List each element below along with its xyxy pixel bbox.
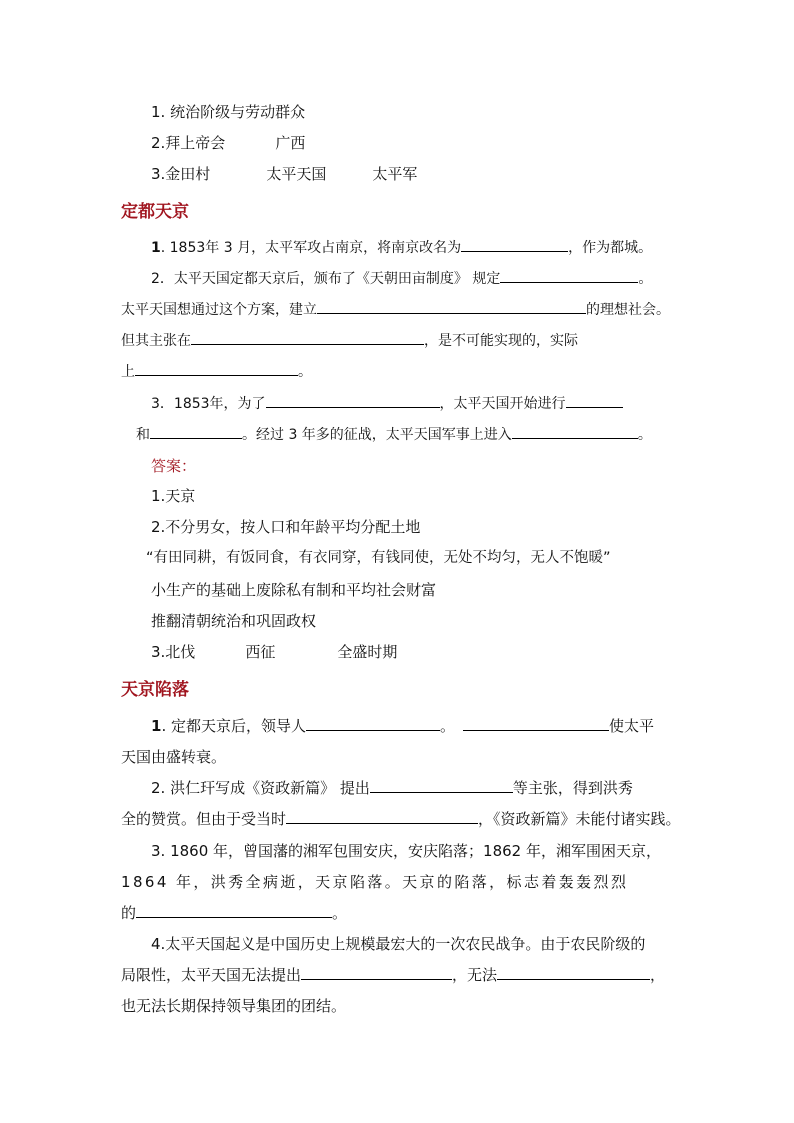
blank xyxy=(463,716,609,731)
s2-question-3-line2: 1864 年，洪秀全病逝，天京陷落。天京的陷落，标志着轰轰烈烈 xyxy=(121,873,629,891)
s1-answer-1: 1.天京 xyxy=(151,487,196,505)
prev-answer-2: 2.拜上帝会 广西 xyxy=(151,134,306,152)
blank xyxy=(136,903,332,918)
blank xyxy=(191,330,424,345)
blank xyxy=(461,237,568,252)
s1-question-3-line1: 3．1853年，为了 ，太平天国开始进行 xyxy=(151,393,623,414)
blank xyxy=(370,778,513,793)
blank xyxy=(317,299,586,314)
s2-question-2-line2: 全的赞赏。但由于受当时 ，《资政新篇》未能付诸实践。 xyxy=(121,810,681,828)
answer-label: 答案： xyxy=(151,457,197,475)
s2-question-3-line3: 的 。 xyxy=(121,904,348,922)
blank xyxy=(266,393,440,408)
blank xyxy=(566,393,623,408)
s1-answer-2: 2.不分男女，按人口和年龄平均分配土地 xyxy=(151,518,421,536)
s2-question-4-line2: 局限性，太平天国无法提出 ，无法 ， xyxy=(121,966,666,984)
prev-answer-3: 3.金田村 太平天国 太平军 xyxy=(151,165,418,183)
s1-answer-6: 3.北伐 西征 全盛时期 xyxy=(151,643,398,661)
s1-question-2-line2: 太平天国想通过这个方案，建立 的理想社会。 xyxy=(121,299,670,320)
blank xyxy=(512,424,638,439)
s1-answer-4: 小生产的基础上废除私有制和平均社会财富 xyxy=(151,581,437,599)
s2-question-1-line2: 天国由盛转衰。 xyxy=(121,748,227,766)
s1-answer-3: “有田同耕，有饭同食，有衣同穿，有钱同使，无处不均匀，无人不饱暖” xyxy=(146,550,611,566)
section-heading-tianjing-fall: 天京陷落 xyxy=(121,680,189,700)
blank xyxy=(497,965,650,980)
prev-answer-1: 1. 统治阶级与劳动群众 xyxy=(151,103,306,121)
blank xyxy=(135,361,298,376)
blank xyxy=(301,965,452,980)
blank xyxy=(500,268,638,283)
s2-question-2-line1: 2. 洪仁玕写成《资政新篇》 提出 等主张，得到洪秀 xyxy=(151,779,633,797)
s2-question-1-line1: 1. 定都天京后，领导人 。 使太平 xyxy=(151,717,655,735)
section-heading-dingdu: 定都天京 xyxy=(121,202,189,222)
s2-question-4-line1: 4.太平天国起义是中国历史上规模最宏大的一次农民战争。由于农民阶级的 xyxy=(151,935,646,953)
s1-question-2-line3: 但其主张在 ，是不可能实现的，实际 xyxy=(121,330,578,351)
s1-question-3-line2: 和 。经过 3 年多的征战，太平天国军事上进入 。 xyxy=(136,424,652,445)
s1-question-2-line4: 上 。 xyxy=(121,361,312,382)
s1-question-1: 1. 1853年 3 月，太平军攻占南京，将南京改名为 ，作为都城。 xyxy=(151,237,652,258)
s2-question-3-line1: 3. 1860 年，曾国藩的湘军包围安庆，安庆陷落；1862 年，湘军围困天京， xyxy=(151,842,661,860)
s1-question-2-line1: 2．太平天国定都天京后，颁布了《天朝田亩制度》 规定 。 xyxy=(151,268,652,289)
blank xyxy=(150,424,242,439)
s1-answer-5: 推翻清朝统治和巩固政权 xyxy=(151,612,317,630)
blank xyxy=(306,716,440,731)
s2-question-4-line3: 也无法长期保持领导集团的团结。 xyxy=(121,997,347,1015)
blank xyxy=(286,809,478,824)
